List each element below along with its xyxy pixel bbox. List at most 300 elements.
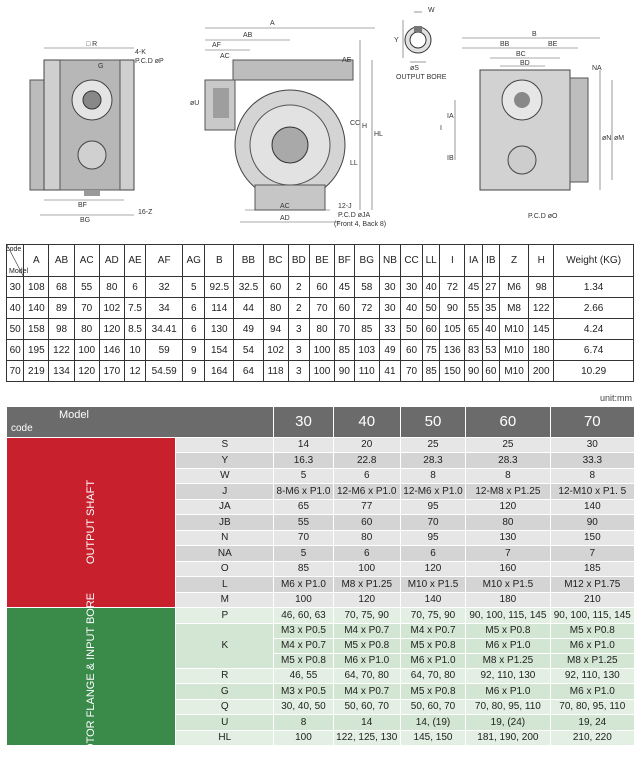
table2-cell: 25 — [400, 437, 465, 453]
table1-row — [7, 361, 634, 382]
table1-header-cell: A — [24, 245, 49, 277]
svg-text:16-Z: 16-Z — [138, 209, 153, 216]
table1-cell: 80 — [74, 319, 99, 340]
table1-cell: 7.5 — [124, 298, 145, 319]
table2-cell: 46, 55 — [274, 668, 333, 684]
table2-code-cell: K — [176, 623, 274, 668]
table1-cell: 134 — [49, 361, 74, 382]
table1-row — [7, 319, 634, 340]
table1-cell: 114 — [205, 298, 234, 319]
table1-cell: 130 — [205, 319, 234, 340]
table2-cell: M10 x P1.5 — [400, 577, 465, 593]
table1-cell: 60 — [401, 340, 423, 361]
table1-cell: 70 — [335, 319, 355, 340]
table2-cell: M3 x P0.5 — [274, 684, 333, 700]
dimension-table-2 — [6, 407, 634, 761]
svg-text:P.C.D øP: P.C.D øP — [135, 58, 164, 65]
table1-header-cell: I — [440, 245, 465, 277]
table2-cell: M6 x P1.0 — [550, 684, 634, 700]
table2-cell: 16.3 — [274, 453, 333, 469]
table1-header-cell: BB — [234, 245, 263, 277]
table1-cell: 55 — [74, 277, 99, 298]
svg-text:IA: IA — [447, 113, 454, 120]
table2-cell: M10 x P1.5 — [466, 577, 550, 593]
table2-cell: 25 — [466, 437, 550, 453]
svg-text:CC: CC — [350, 120, 361, 127]
table2-cell: M6 x P1.0 — [333, 653, 400, 668]
table1-cell: 30 — [379, 277, 400, 298]
table2-cell: 6 — [333, 546, 400, 562]
table1-cell: 45 — [465, 277, 482, 298]
svg-text:G: G — [98, 63, 104, 70]
table1-cell: 40 — [423, 277, 440, 298]
table1-cell: 122 — [49, 340, 74, 361]
svg-text:HL: HL — [374, 131, 383, 138]
table1-cell: 80 — [99, 277, 124, 298]
table2-model-header: 50 — [400, 407, 465, 437]
svg-text:AF: AF — [212, 42, 221, 49]
table1-cell: 90 — [440, 298, 465, 319]
table2-cell: 60 — [333, 515, 400, 531]
table1-header-cell: BE — [309, 245, 334, 277]
svg-text:4-K: 4-K — [135, 49, 146, 56]
svg-text:øN: øN — [602, 135, 612, 142]
table1-cell: 2.66 — [554, 298, 634, 319]
table1-header-cell: AE — [124, 245, 145, 277]
table2-cell: 28.3 — [400, 453, 465, 469]
table1-cell: 60 — [482, 361, 499, 382]
svg-text:NA: NA — [592, 65, 602, 72]
table1-cell: 136 — [440, 340, 465, 361]
table1-header-cell: H — [529, 245, 554, 277]
table1-cell: 40 — [482, 319, 499, 340]
table1-row — [7, 340, 634, 361]
table2-code-cell: NA — [176, 546, 274, 562]
table1-cell: 70 — [309, 298, 334, 319]
table2-cell: 6 — [400, 546, 465, 562]
table2-cell: M8 x P1.25 — [333, 577, 400, 593]
table1-cell: 158 — [24, 319, 49, 340]
table1-cell: 122 — [529, 298, 554, 319]
table1-cell: 164 — [205, 361, 234, 382]
table2-cell: M4 x P0.7 — [333, 623, 400, 638]
section-label-text: OUTPUT SHAFT — [85, 480, 98, 565]
table1-cell: 103 — [354, 340, 379, 361]
table1-model-cell: 60 — [7, 340, 24, 361]
table1-cell: 5 — [183, 277, 205, 298]
table2-cell: 14 — [333, 715, 400, 731]
table1-header-cell: BF — [335, 245, 355, 277]
table1-header-cell: AF — [146, 245, 183, 277]
table1-model-cell: 40 — [7, 298, 24, 319]
table1-cell: 40 — [401, 298, 423, 319]
table1-cell: 100 — [309, 361, 334, 382]
table1-cell: 170 — [99, 361, 124, 382]
table2-cell: 12-M6 x P1.0 — [333, 484, 400, 500]
table2-cell: 150 — [550, 530, 634, 546]
table2-cell: 181, 190, 200 — [466, 730, 550, 746]
table1-cell: 92.5 — [205, 277, 234, 298]
table2-model-header: 60 — [466, 407, 550, 437]
table1-cell: 75 — [423, 340, 440, 361]
table1-cell: 2 — [288, 298, 309, 319]
table1-cell: 1.34 — [554, 277, 634, 298]
table1-cell: 12 — [124, 361, 145, 382]
table1-corner-model: Model — [9, 268, 29, 275]
table1-cell: 98 — [529, 277, 554, 298]
table2-cell: 77 — [333, 499, 400, 515]
table2-cell: 90, 100, 115, 145 — [550, 608, 634, 624]
dimension-table-1 — [6, 244, 634, 382]
table1-cell: 68 — [49, 277, 74, 298]
unit-label: unit:mm — [599, 393, 632, 403]
table1-cell: 59 — [146, 340, 183, 361]
table2-cell: 8 — [550, 468, 634, 484]
table1-header-cell: BC — [263, 245, 288, 277]
table1-cell: M10 — [499, 340, 528, 361]
table2-code-cell: P — [176, 608, 274, 624]
table2-corner-model: Model — [59, 409, 89, 421]
table2-cell: 55 — [274, 515, 333, 531]
table1-model-cell: 50 — [7, 319, 24, 340]
table2-code-cell: G — [176, 684, 274, 700]
table1-header-cell: CC — [401, 245, 423, 277]
table1-cell: 9 — [183, 340, 205, 361]
table1-cell: 44 — [234, 298, 263, 319]
table1-cell: 70 — [401, 361, 423, 382]
table1-cell: 32.5 — [234, 277, 263, 298]
table2-code-cell: U — [176, 715, 274, 731]
table2-cell: 100 — [274, 592, 333, 608]
table2-cell: 122, 125, 130 — [333, 730, 400, 746]
table1-header-cell: BG — [354, 245, 379, 277]
table1-model-cell: 70 — [7, 361, 24, 382]
table2-section-label — [7, 592, 176, 761]
table2-cell: 160 — [466, 561, 550, 577]
svg-text:IB: IB — [447, 155, 454, 162]
table2-cell: 90, 100, 115, 145 — [466, 608, 550, 624]
table2-cell: 19, 24 — [550, 715, 634, 731]
table2-code-cell: HL — [176, 730, 274, 746]
table2-cell: 140 — [550, 499, 634, 515]
table2-header-row — [7, 407, 635, 437]
table1-cell: 108 — [24, 277, 49, 298]
table2-cell: M5 x P0.8 — [550, 623, 634, 638]
drawing-view-bore — [394, 7, 447, 81]
table1-cell: 33 — [379, 319, 400, 340]
table1-cell: 50 — [423, 298, 440, 319]
table2-cell: M5 x P0.8 — [333, 638, 400, 653]
table2-model-header: 30 — [274, 407, 333, 437]
table2-cell: 14 — [274, 437, 333, 453]
svg-text:øS: øS — [410, 65, 419, 72]
table2-cell: 7 — [550, 546, 634, 562]
table1-cell: 34.41 — [146, 319, 183, 340]
table1-cell: 180 — [529, 340, 554, 361]
table2-code-cell: W — [176, 468, 274, 484]
svg-text:øU: øU — [190, 100, 200, 107]
table2-cell: 70 — [274, 530, 333, 546]
table1-cell: 219 — [24, 361, 49, 382]
table2-code-cell: JB — [176, 515, 274, 531]
table1-cell: 34 — [146, 298, 183, 319]
table1-cell: 85 — [423, 361, 440, 382]
table2-cell: M3 x P0.5 — [274, 623, 333, 638]
table2-cell: M6 x P1.0 — [550, 638, 634, 653]
table2-cell: 46, 60, 63 — [274, 608, 333, 624]
table2-cell: M6 x P1.0 — [400, 653, 465, 668]
table1-cell: 90 — [465, 361, 482, 382]
table2-cell: 65 — [274, 499, 333, 515]
table1-corner-code: code — [6, 246, 22, 253]
table1-header-cell: AD — [99, 245, 124, 277]
svg-text:H: H — [362, 123, 368, 130]
table1-row — [7, 298, 634, 319]
table1-model-cell: 30 — [7, 277, 24, 298]
table1-cell: 60 — [309, 277, 334, 298]
svg-text:BC: BC — [516, 51, 526, 58]
table1-cell: 10 — [124, 340, 145, 361]
table1-cell: 90 — [335, 361, 355, 382]
table1-cell: 6 — [124, 277, 145, 298]
table1-cell: 140 — [24, 298, 49, 319]
table2-cell: 30 — [550, 437, 634, 453]
table2-cell: 90 — [550, 515, 634, 531]
table1-cell: 150 — [440, 361, 465, 382]
table1-cell: 6 — [183, 319, 205, 340]
table2-cell: 50, 60, 70 — [333, 699, 400, 715]
table2-row — [7, 437, 635, 453]
table1-cell: 50 — [401, 319, 423, 340]
table1-cell: 58 — [354, 277, 379, 298]
table2-cell: M6 x P1.0 — [274, 577, 333, 593]
table1-cell: 60 — [423, 319, 440, 340]
table2-cell: 8 — [400, 468, 465, 484]
table1-cell: 9 — [183, 361, 205, 382]
table1-cell: 100 — [74, 340, 99, 361]
table2-cell: 85 — [274, 561, 333, 577]
table1-cell: 200 — [529, 361, 554, 382]
table2-cell: M4 x P0.7 — [333, 684, 400, 700]
table2-cell: M4 x P0.7 — [274, 638, 333, 653]
table1-header-cell: IA — [465, 245, 482, 277]
svg-text:OUTPUT BORE: OUTPUT BORE — [396, 74, 447, 81]
table1-cell: 60 — [263, 277, 288, 298]
svg-text:AD: AD — [280, 215, 290, 222]
table1-cell: 98 — [49, 319, 74, 340]
table1-cell: 32 — [146, 277, 183, 298]
svg-text:øM: øM — [614, 135, 625, 142]
svg-text:BG: BG — [80, 217, 91, 224]
table2-cell: 70 — [400, 515, 465, 531]
table2-cell: 20 — [333, 437, 400, 453]
table2-code-cell: N — [176, 530, 274, 546]
table2-cell: M12 x P1.75 — [550, 577, 634, 593]
table2-cell: 28.3 — [466, 453, 550, 469]
table2-cell: 64, 70, 80 — [333, 668, 400, 684]
table1-cell: 64 — [234, 361, 263, 382]
svg-text:B: B — [532, 31, 537, 38]
table2-cell: M5 x P0.8 — [400, 638, 465, 653]
table1-cell: 89 — [49, 298, 74, 319]
table1-cell: 118 — [263, 361, 288, 382]
table2-cell: 130 — [466, 530, 550, 546]
drawing-view-side — [30, 41, 164, 224]
table2-row — [7, 608, 635, 624]
svg-text:AB: AB — [243, 32, 253, 39]
table2-cell: M5 x P0.8 — [274, 653, 333, 668]
table2-cell: 70, 80, 95, 110 — [466, 699, 550, 715]
table2-model-header: 70 — [550, 407, 634, 437]
label-r: □ R — [86, 41, 98, 48]
table1-cell: 83 — [465, 340, 482, 361]
table1-cell: 154 — [205, 340, 234, 361]
table2-cell: 8 — [274, 715, 333, 731]
table2-cell: 70, 75, 90 — [333, 608, 400, 624]
table1-cell: 120 — [74, 361, 99, 382]
table2-cell: M6 x P1.0 — [466, 638, 550, 653]
svg-text:BF: BF — [78, 202, 87, 209]
svg-text:A: A — [270, 20, 275, 27]
table1-cell: 49 — [379, 340, 400, 361]
table1-cell: 55 — [465, 298, 482, 319]
table1-cell: 2 — [288, 277, 309, 298]
table1-header-cell: Weight (KG) — [554, 245, 634, 277]
table2-code-cell: JA — [176, 499, 274, 515]
table1-cell: 53 — [482, 340, 499, 361]
table1-cell: 102 — [263, 340, 288, 361]
table1-cell: 3 — [288, 340, 309, 361]
table1-header-cell: AG — [183, 245, 205, 277]
table2-cell: M5 x P0.8 — [400, 684, 465, 700]
table1-cell: 60 — [335, 298, 355, 319]
table2-cell: 12-M10 x P1. 5 — [550, 484, 634, 500]
table2-cell: 33.3 — [550, 453, 634, 469]
table1-cell: 6.74 — [554, 340, 634, 361]
table2-cell: 5 — [274, 468, 333, 484]
svg-text:I: I — [440, 125, 442, 132]
table2-model-header: 40 — [333, 407, 400, 437]
table1-cell: 10.29 — [554, 361, 634, 382]
table2-cell: 70, 75, 90 — [400, 608, 465, 624]
table1-cell: M10 — [499, 361, 528, 382]
table1-row — [7, 277, 634, 298]
table1-cell: 30 — [401, 277, 423, 298]
table1-cell: 85 — [354, 319, 379, 340]
table2-cell: M5 x P0.8 — [466, 623, 550, 638]
table1-cell: 102 — [99, 298, 124, 319]
table1-header-row — [7, 245, 634, 277]
table1-cell: 80 — [309, 319, 334, 340]
table2-cell: 95 — [400, 530, 465, 546]
table1-cell: 105 — [440, 319, 465, 340]
table1-cell: 30 — [379, 298, 400, 319]
svg-text:12-J: 12-J — [338, 203, 352, 210]
table2-cell: 12-M8 x P1.25 — [466, 484, 550, 500]
table1-cell: 27 — [482, 277, 499, 298]
table2-code-cell: S — [176, 437, 274, 453]
drawing-view-top — [440, 31, 624, 220]
svg-text:P.C.D øO: P.C.D øO — [528, 213, 558, 220]
table2-cell: 80 — [466, 515, 550, 531]
table1-cell: M8 — [499, 298, 528, 319]
table1-header-cell: B — [205, 245, 234, 277]
table2-corner — [7, 407, 274, 437]
table1-cell: 80 — [263, 298, 288, 319]
table2-cell: M8 x P1.25 — [550, 653, 634, 668]
table1-corner — [6, 245, 29, 277]
table2-cell: 12-M6 x P1.0 — [400, 484, 465, 500]
table1-cell: 41 — [379, 361, 400, 382]
table2-corner-code: code — [11, 422, 33, 434]
table2-cell: 70, 80, 95, 110 — [550, 699, 634, 715]
table2-cell: 7 — [466, 546, 550, 562]
table2-cell: 210, 220 — [550, 730, 634, 746]
table1-cell: 72 — [354, 298, 379, 319]
section-label-text: MOTOR FLANGE & INPUT BORE — [85, 592, 98, 761]
table2-cell: 19, (24) — [466, 715, 550, 731]
table1-header-cell: NB — [379, 245, 400, 277]
table2-cell: 120 — [400, 561, 465, 577]
svg-text:AC: AC — [280, 203, 290, 210]
table1-cell: 146 — [99, 340, 124, 361]
table2-code-cell: M — [176, 592, 274, 608]
table2-cell: 80 — [333, 530, 400, 546]
svg-text:(Front 4, Back 8): (Front 4, Back 8) — [334, 221, 387, 228]
table2-cell: 64, 70, 80 — [400, 668, 465, 684]
svg-text:AE: AE — [342, 57, 352, 64]
svg-text:Y: Y — [394, 37, 399, 44]
table1-cell: M6 — [499, 277, 528, 298]
table1-cell: 54 — [234, 340, 263, 361]
table2-cell: 185 — [550, 561, 634, 577]
table2-cell: 100 — [274, 730, 333, 746]
table2-cell: 5 — [274, 546, 333, 562]
table1-cell: 54.59 — [146, 361, 183, 382]
table1-cell: 195 — [24, 340, 49, 361]
table2-cell: 210 — [550, 592, 634, 608]
table1-cell: 3 — [288, 319, 309, 340]
table2-cell: 14, (19) — [400, 715, 465, 731]
table2-cell: 92, 110, 130 — [466, 668, 550, 684]
drawing-view-front — [190, 20, 386, 228]
table1-cell: M10 — [499, 319, 528, 340]
table2-cell: M8 x P1.25 — [466, 653, 550, 668]
table2-cell: 8 — [466, 468, 550, 484]
table2-code-cell: Q — [176, 699, 274, 715]
table2-cell: 100 — [333, 561, 400, 577]
table2-cell: M6 x P1.0 — [466, 684, 550, 700]
table2-code-cell: Y — [176, 453, 274, 469]
table2-cell: 95 — [400, 499, 465, 515]
svg-text:BE: BE — [548, 41, 558, 48]
table1-cell: 85 — [335, 340, 355, 361]
table2-cell: 30, 40, 50 — [274, 699, 333, 715]
table1-cell: 70 — [74, 298, 99, 319]
table1-header-cell: BD — [288, 245, 309, 277]
table1-header-cell: Z — [499, 245, 528, 277]
table2-cell: 120 — [333, 592, 400, 608]
svg-text:BD: BD — [520, 60, 530, 67]
table1-cell: 6 — [183, 298, 205, 319]
table2-cell: M4 x P0.7 — [400, 623, 465, 638]
svg-text:AC: AC — [220, 53, 230, 60]
table2-code-cell: O — [176, 561, 274, 577]
table2-cell: 8-M6 x P1.0 — [274, 484, 333, 500]
table1-cell: 49 — [234, 319, 263, 340]
table2-cell: 22.8 — [333, 453, 400, 469]
svg-text:P.C.D øJA: P.C.D øJA — [338, 212, 371, 219]
